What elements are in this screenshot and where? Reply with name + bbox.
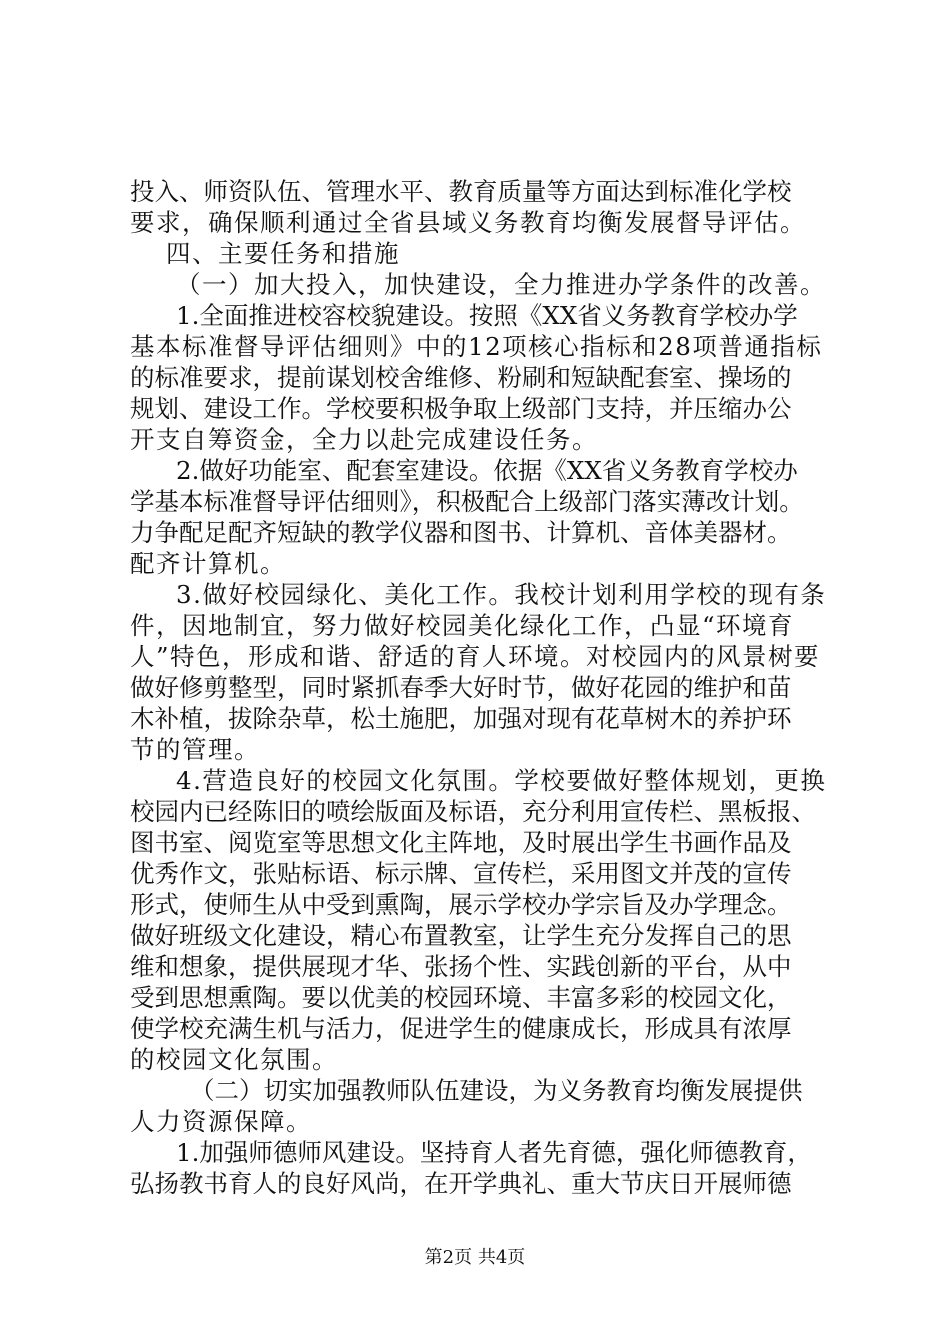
text-line: （一）加大投入，加快建设，全力推进办学条件的改善。 <box>176 270 826 299</box>
text-line: 要求，确保顺利通过全省县域义务教育均衡发展督导评估。 <box>130 208 806 237</box>
page-footer <box>0 1247 950 1269</box>
text-line: 1.全面推进校容校貌建设。按照《XX省义务教育学校办学 <box>176 301 798 330</box>
text-line: 3.做好校园绿化、美化工作。我校计划利用学校的现有条 <box>176 580 827 609</box>
text-line: 1.加强师德师风建设。坚持育人者先育德，强化师德教育， <box>176 1138 812 1167</box>
page-indicator: 第2页 共4页 <box>424 1247 526 1268</box>
text-line: 节的管理。 <box>130 735 260 764</box>
text-line: 4.营造良好的校园文化氛围。学校要做好整体规划，更换 <box>176 766 827 795</box>
text-line: 基本标准督导评估细则》中的12项核心指标和28项普通指标 <box>130 332 823 361</box>
text-line: 人力资源保障。 <box>130 1107 312 1136</box>
text-line: 投入、师资队伍、管理水平、教育质量等方面达到标准化学校 <box>130 177 792 206</box>
text-line: 件，因地制宜，努力做好校园美化绿化工作，凸显“环境育 <box>130 611 795 640</box>
text-line: 四、主要任务和措施 <box>166 239 400 268</box>
text-line: 2.做好功能室、配套室建设。依据《XX省义务教育学校办 <box>176 456 798 485</box>
text-line: 维和想象，提供展现才华、张扬个性、实践创新的平台，从中 <box>130 952 792 981</box>
text-line: 做好班级文化建设，精心布置教室，让学生充分发挥自己的思 <box>130 921 792 950</box>
text-line: 受到思想熏陶。要以优美的校园环境、丰富多彩的校园文化， <box>130 983 792 1012</box>
text-line: 图书室、阅览室等思想文化主阵地，及时展出学生书画作品及 <box>130 828 792 857</box>
text-line: 学基本标准督导评估细则》，积极配合上级部门落实薄改计划。 <box>130 487 804 516</box>
text-line: 力争配足配齐短缺的教学仪器和图书、计算机、音体美器材。 <box>130 518 792 547</box>
text-line: 木补植，拔除杂草，松土施肥，加强对现有花草树木的养护环 <box>130 704 792 733</box>
text-line: 的标准要求，提前谋划校舍维修、粉刷和短缺配套室、操场的 <box>130 363 792 392</box>
text-line: 校园内已经陈旧的喷绘版面及标语，充分利用宣传栏、黑板报、 <box>130 797 816 826</box>
text-line: 人”特色，形成和谐、舒适的育人环境。对校园内的风景树要 <box>130 642 821 671</box>
document-body <box>130 176 830 1199</box>
text-line: 优秀作文，张贴标语、标示牌、宣传栏，采用图文并茂的宣传 <box>130 859 792 888</box>
text-line: 弘扬教书育人的良好风尚，在开学典礼、重大节庆日开展师德 <box>130 1169 792 1198</box>
text-line: （二）切实加强教师队伍建设，为义务教育均衡发展提供 <box>190 1076 803 1105</box>
text-line: 规划、建设工作。学校要积极争取上级部门支持，并压缩办公 <box>130 394 792 423</box>
text-line: 开支自筹资金，全力以赴完成建设任务。 <box>130 425 598 454</box>
text-line: 形式，使师生从中受到熏陶，展示学校办学宗旨及办学理念。 <box>130 890 792 919</box>
text-line: 使学校充满生机与活力，促进学生的健康成长，形成具有浓厚 <box>130 1014 792 1043</box>
text-line: 配齐计算机。 <box>130 549 286 578</box>
text-line: 做好修剪整型，同时紧抓春季大好时节，做好花园的维护和苗 <box>130 673 792 702</box>
text-line: 的校园文化氛围。 <box>130 1045 338 1074</box>
